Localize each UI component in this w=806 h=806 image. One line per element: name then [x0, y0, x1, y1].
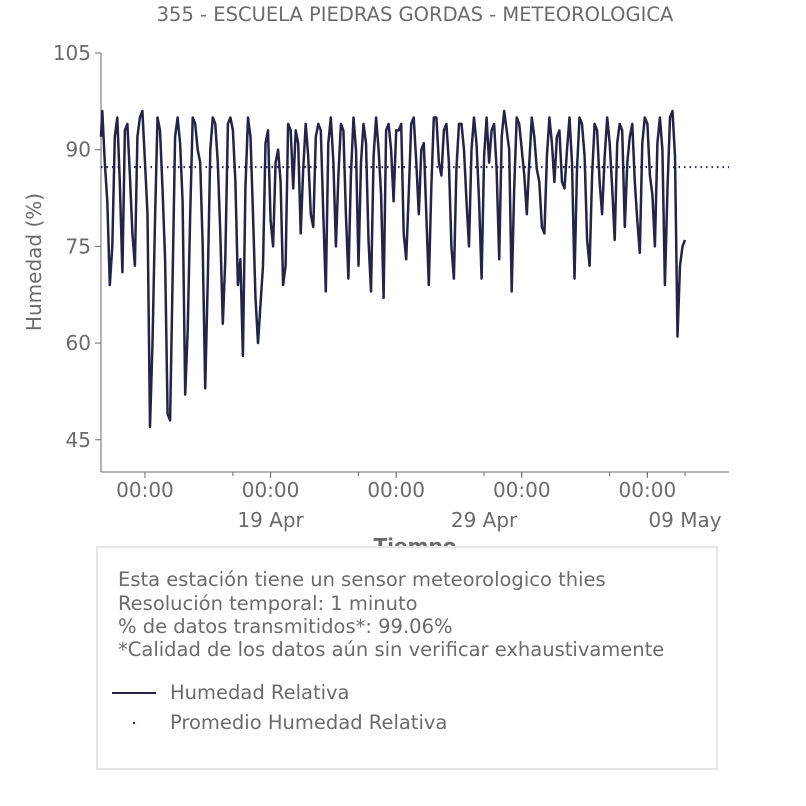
legend-humidity-label: Humedad Relativa [170, 681, 350, 704]
info-quality: *Calidad de los datos aún sin verificar exhaustivamente [118, 638, 665, 661]
y-tick-label: 45 [65, 427, 91, 452]
legend-humidity-line-icon [112, 692, 156, 694]
chart-title: 355 - ESCUELA PIEDRAS GORDAS - METEOROLOGICA [156, 3, 674, 26]
legend-average-label: Promedio Humedad Relativa [170, 711, 448, 734]
y-tick-label: 105 [52, 41, 91, 65]
info-transmitted: % de datos transmitidos*: 99.06% [118, 615, 453, 638]
x-date-label: 29 Apr [450, 508, 518, 532]
plot-area [101, 111, 729, 427]
x-tick-label: 00:00 [116, 478, 174, 502]
humidity-series-line [101, 111, 685, 427]
legend-average-dot-icon [133, 722, 135, 724]
x-tick-label: 00:00 [241, 478, 300, 502]
x-tick-label: 00:00 [367, 478, 425, 502]
y-tick-label: 75 [65, 234, 91, 259]
y-axis [53, 41, 101, 472]
x-axis [101, 472, 729, 532]
info-sensor: Esta estación tiene un sensor meteorologico thies [118, 568, 606, 591]
info-box [96, 546, 718, 770]
x-tick-label: 00:00 [618, 478, 677, 502]
x-date-label: 09 May [648, 508, 722, 532]
x-date-label: 19 Apr [237, 508, 304, 532]
y-tick-label: 60 [65, 331, 91, 356]
info-resolution: Resolución temporal: 1 minuto [118, 592, 418, 615]
y-tick-label: 90 [65, 137, 91, 162]
y-axis-label: Humedad (%) [22, 192, 46, 332]
x-tick-label: 00:00 [492, 478, 551, 502]
